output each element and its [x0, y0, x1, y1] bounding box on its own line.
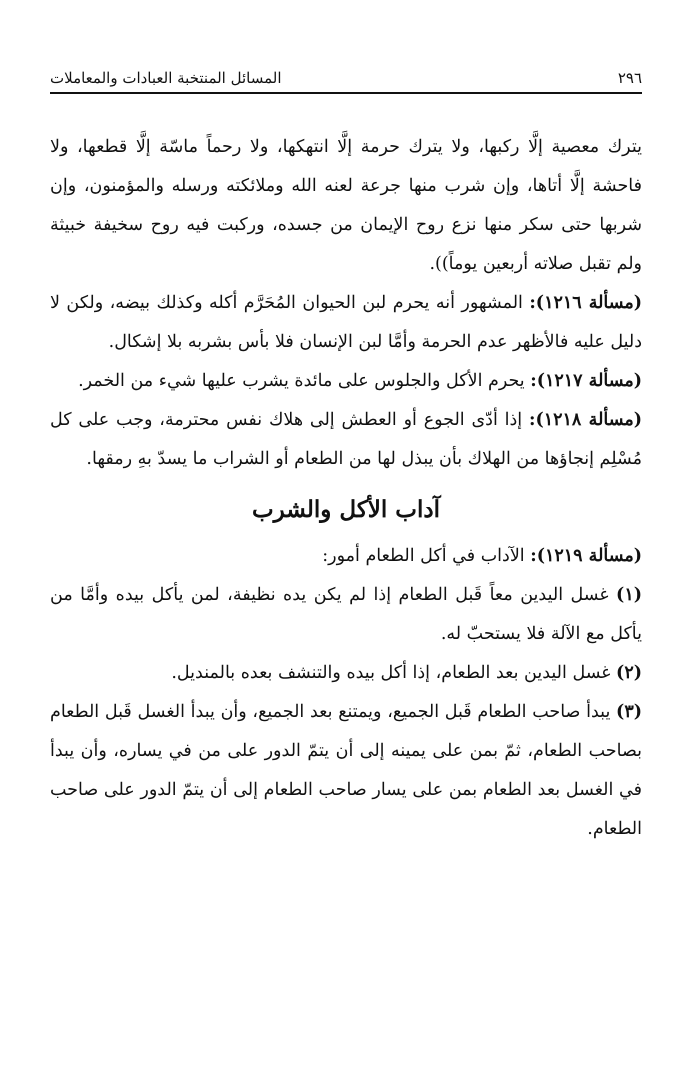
masala-1218 [50, 401, 642, 479]
masala-1217-text: يحرم الأكل والجلوس على مائدة يشرب عليها شيء من الخمر. [78, 371, 531, 391]
masala-1219-label: (مسألة ١٢١٩): [530, 546, 642, 566]
header-rule [50, 92, 642, 94]
masala-1216-text: المشهور أنه يحرم لبن الحيوان المُحَرَّم أكله وكذلك بيضه، ولكن لا دليل عليه فالأظهر عدم الحرمة وأمَّا لبن الإنسان فلا بأس بشربه بلا إشكال. [50, 293, 642, 352]
item-2-text: غسل اليدين بعد الطعام، إذا أكل بيده والتنشف بعده بالمنديل. [171, 663, 617, 683]
running-head [50, 64, 642, 88]
etiquette-item-2 [50, 654, 642, 693]
masala-1219 [50, 537, 642, 576]
item-1-number: (١) [616, 585, 642, 605]
etiquette-item-3 [50, 693, 642, 849]
paragraph-hadith-continuation: يترك معصية إلَّا ركبها، ولا يترك حرمة إلَّا انتهكها، ولا رحماً ماسّة إلَّا قطعها، ولا فاحشة إلَّا أتاها، وإن شرب منها جرعة لعنه الله وملائكته ورسله والمؤمنون، وإن شربها حتى سكر منها نزع روح الإيمان من جسده، وركبت فيه روح سخيفة خبيثة ولم تقبل صلاته أربعين يوماً)). [50, 137, 642, 274]
masala-1216 [50, 284, 642, 362]
masala-1216-label: (مسألة ١٢١٦): [529, 293, 642, 313]
item-3-number: (٣) [616, 702, 642, 722]
masala-1217 [50, 362, 642, 401]
masala-1217-label: (مسألة ١٢١٧): [530, 371, 642, 391]
masala-1219-text: الآداب في أكل الطعام أمور: [322, 546, 531, 566]
item-2-number: (٢) [616, 663, 642, 683]
masala-1218-text: إذا أدّى الجوع أو العطش إلى هلاك نفس محترمة، وجب على كل مُسْلِم إنجاؤها من الهلاك بأن يبذل لها من الطعام أو الشراب ما يسدّ بهِ رمقها. [50, 410, 642, 469]
page-body [50, 128, 642, 849]
section-title: آداب الأكل والشرب [252, 496, 440, 523]
masala-1218-label: (مسألة ١٢١٨): [528, 410, 642, 430]
book-page [50, 0, 642, 1073]
page-number: ٢٩٦ [617, 69, 642, 87]
item-1-text: غسل اليدين معاً قَبل الطعام إذا لم يكن يده نظيفة، لمن يأكل بيده وأمَّا من يأكل مع الآلة فلا يستحبّ له. [50, 585, 642, 644]
running-title: المسائل المنتخبة العبادات والمعاملات [50, 69, 282, 87]
item-3-text: يبدأ صاحب الطعام قَبل الجميع، ويمتنع بعد الجميع، وأن يبدأ الغسل قَبل الطعام بصاحب الطعام، ثمّ بمن على يمينه إلى أن يتمّ الدور على من في يساره، وأن يبدأ في الغسل بعد الطعام بمن على يسار صاحب الطعام إلى أن يتمّ الدور على صاحب الطعام. [50, 702, 642, 839]
etiquette-item-1 [50, 576, 642, 654]
